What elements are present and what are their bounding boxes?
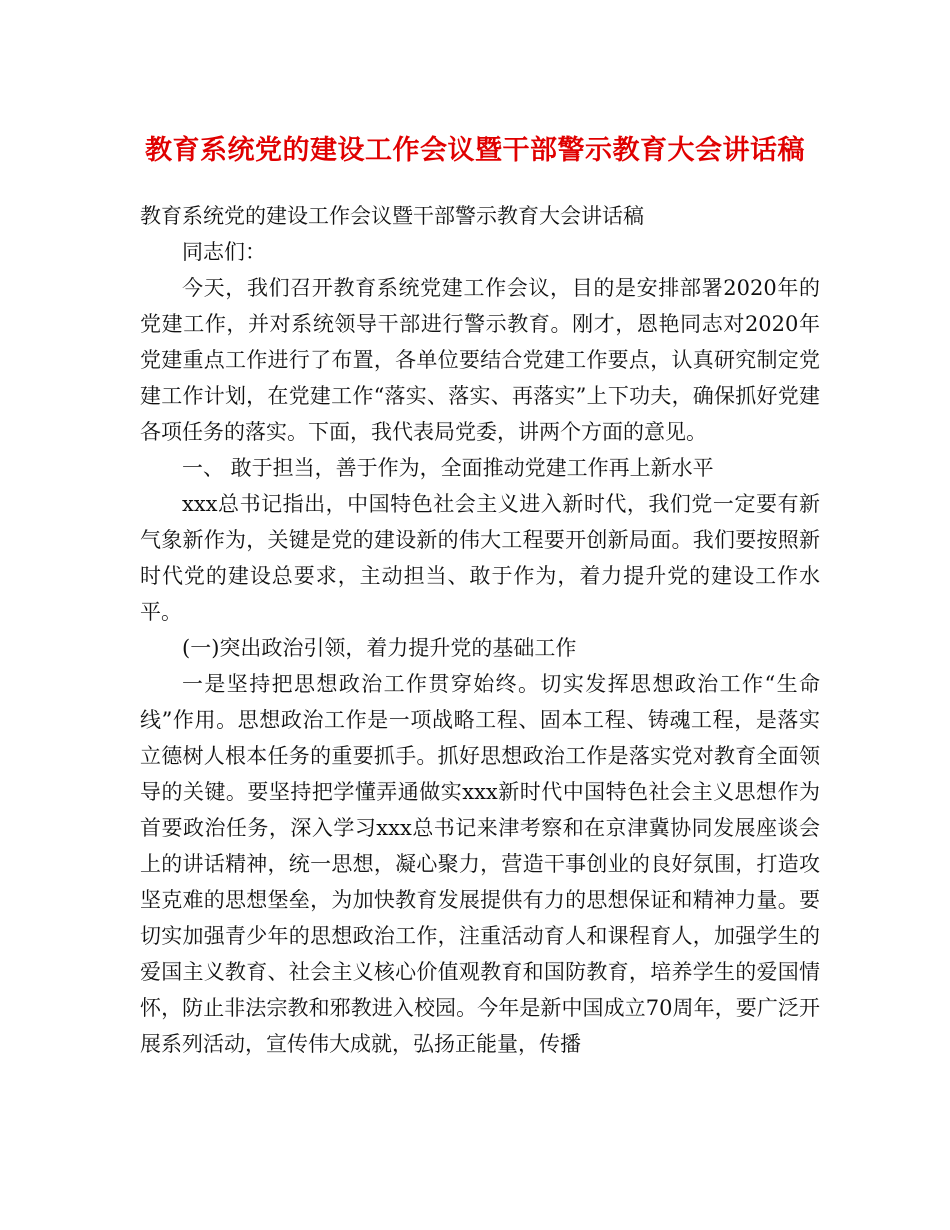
paragraph: 一是坚持把思想政治工作贯穿始终。切实发挥思想政治工作“生命线”作用。思想政治工作是一项战略工程、固本工程、铸魂工程，是落实立德树人根本任务的重要抓手。抓好思想政治工作是落实党对教育全面领导的关键。要坚持把学懂弄通做实xxx新时代中国特色社会主义思想作为首要政治任务，深入学习xxx总书记来津考察和在京津冀协同发展座谈会上的讲话精神，统一思想，凝心聚力，营造干事创业的良好氛围，打造攻坚克难的思想堡垒，为加快教育发展提供有力的思想保证和精神力量。要切实加强青少年的思想政治工作，注重活动育人和课程育人，加强学生的爱国主义教育、社会主义核心价值观教育和国防教育，培养学生的爱国情怀，防止非法宗教和邪教进入校园。今年是新中国成立70周年，要广泛开展系列活动，宣传伟大成就，弘扬正能量，传播: [140, 672, 820, 1056]
paragraph: 今天，我们召开教育系统党建工作会议，目的是安排部署2020年的党建工作，并对系统领导干部进行警示教育。刚才，恩艳同志对2020年党建重点工作进行了布置，各单位要结合党建工作要点，认真研究制定党建工作计划，在党建工作“落实、落实、再落实”上下功夫，确保抓好党建各项任务的落实。下面，我代表局党委，讲两个方面的意见。: [140, 276, 820, 444]
subsection-heading: (一)突出政治引领，着力提升党的基础工作: [182, 636, 577, 660]
document-body: [140, 198, 820, 1062]
salutation: 同志们：: [182, 240, 266, 264]
document-title: 教育系统党的建设工作会议暨干部警示教育大会讲话稿: [145, 135, 805, 166]
paragraph: xxx总书记指出，中国特色社会主义进入新时代，我们党一定要有新气象新作为，关键是党的建设新的伟大工程要开创新局面。我们要按照新时代党的建设总要求，主动担当、敢于作为，着力提升党的建设工作水平。: [140, 492, 820, 624]
body-heading: 教育系统党的建设工作会议暨干部警示教育大会讲话稿: [140, 204, 644, 228]
section-heading: 一、 敢于担当，善于作为，全面推动党建工作再上新水平: [182, 456, 714, 480]
